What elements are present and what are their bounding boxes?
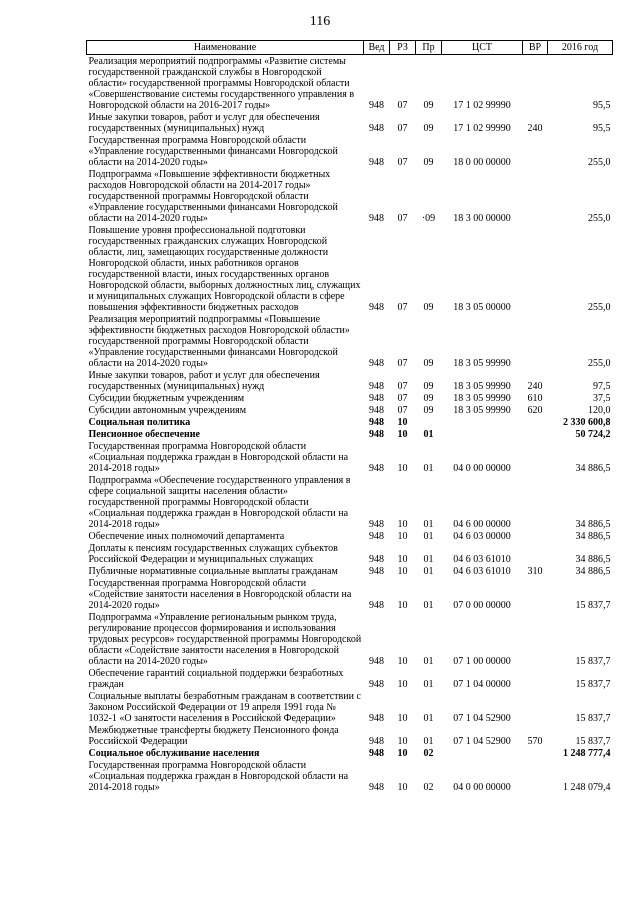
row-amount: 95,5: [593, 123, 611, 134]
table-row: [87, 747, 613, 759]
row-ved: 948: [369, 554, 384, 565]
row-pr: 09: [423, 358, 434, 369]
row-pr: 01: [423, 713, 434, 724]
row-ved: 948: [369, 213, 384, 224]
row-amount: 1 248 079,4: [563, 782, 611, 793]
row-rz: 07: [397, 100, 408, 111]
row-pr: 01: [423, 656, 434, 667]
row-pr: 09: [423, 405, 434, 416]
row-ved: 948: [369, 600, 384, 611]
row-pr: 01: [423, 679, 434, 690]
row-rz: 10: [397, 531, 408, 542]
row-ved: 948: [369, 519, 384, 530]
row-pr: 09: [423, 157, 434, 168]
row-name: Государственная программа Новгородской области «Содействие занятости населения в Новгородской области на 2014-2020 годы»: [88, 578, 352, 611]
row-amount: 34 886,5: [575, 463, 611, 474]
row-ved: 948: [369, 782, 384, 793]
row-rz: 07: [397, 123, 408, 134]
row-rz: 10: [397, 417, 408, 428]
row-vr: 610: [527, 393, 543, 404]
row-cst: 18 3 05 99990: [453, 358, 511, 369]
row-name: Публичные нормативные социальные выплаты гражданам: [88, 566, 338, 577]
row-pr: 01: [423, 554, 434, 565]
table-row: [87, 690, 613, 724]
header-vr: ВР: [523, 41, 548, 55]
header-rz: РЗ: [390, 41, 416, 55]
row-amount: 255,0: [588, 358, 611, 369]
row-vr: [523, 747, 548, 759]
header-ved: Вед: [364, 41, 390, 55]
row-vr: [523, 428, 548, 440]
row-vr: [523, 440, 548, 474]
row-cst: 07 1 04 00000: [453, 679, 511, 690]
table-row: [87, 111, 613, 134]
table-row: [87, 611, 613, 667]
row-vr: [523, 474, 548, 530]
row-ved: 948: [369, 748, 384, 759]
table-row: [87, 565, 613, 577]
row-rz: 07: [397, 302, 408, 313]
row-pr: 02: [423, 748, 434, 759]
row-vr: [523, 55, 548, 112]
row-cst: [442, 428, 523, 440]
row-pr: 09: [423, 123, 434, 134]
row-amount: 34 886,5: [575, 566, 611, 577]
row-vr: [523, 530, 548, 542]
row-rz: 10: [397, 736, 408, 747]
page-number: 116: [309, 14, 331, 29]
row-ved: 948: [369, 429, 384, 440]
row-name: Пенсионное обеспечение: [88, 429, 200, 440]
row-amount: 15 837,7: [575, 656, 611, 667]
row-ved: 948: [369, 405, 384, 416]
header-name: Наименование: [87, 41, 364, 55]
row-ved: 948: [369, 393, 384, 404]
row-amount: 97,5: [593, 381, 611, 392]
header-year: 2016 год: [548, 41, 613, 55]
row-name: Обеспечение иных полномочий департамента: [88, 531, 285, 542]
row-ved: 948: [369, 566, 384, 577]
row-ved: 948: [369, 679, 384, 690]
row-vr: 310: [527, 566, 543, 577]
row-amount: 15 837,7: [575, 679, 611, 690]
table-row: [87, 224, 613, 313]
row-ved: 948: [369, 302, 384, 313]
table-row: [87, 530, 613, 542]
row-ved: 948: [369, 123, 384, 134]
row-name: Подпрограмма «Обеспечение государственного управления в сфере социальной защиты населения области» государственной программы Новгородской области «Социальная поддержка граждан в Новгородской области на 2014-2018 годы»: [88, 475, 351, 530]
row-vr: [523, 313, 548, 369]
row-name: Субсидии автономным учреждениям: [88, 405, 247, 416]
row-amount: 120,0: [588, 405, 611, 416]
row-rz: 07: [397, 405, 408, 416]
row-cst: 18 3 05 00000: [453, 302, 511, 313]
row-cst: 04 6 03 00000: [453, 531, 511, 542]
table-row: [87, 404, 613, 416]
row-cst: [442, 416, 523, 428]
row-name: Повышение уровня профессиональной подготовки государственных гражданских служащих Новгородской области, лиц, замещающих государственные должности Новгородской области, иных работников органов государственной власти, иных государственных органов Новгородской области, выборных должностных лиц, служащих и муниципальных служащих Новгородской области в сфере повышения эффективности бюджетных расходов: [88, 225, 361, 313]
row-name: Социальные выплаты безработным гражданам в соответствии с Законом Российской Федерации от 19 апреля 1991 года № 1032-1 «О занятости населения в Российской Федерации»: [88, 691, 361, 724]
row-name: Иные закупки товаров, работ и услуг для обеспечения государственных (муниципальных) нужд: [88, 112, 320, 134]
row-amount: 34 886,5: [575, 531, 611, 542]
row-rz: 10: [397, 519, 408, 530]
row-rz: 10: [397, 554, 408, 565]
row-vr: [523, 224, 548, 313]
row-rz: 07: [397, 157, 408, 168]
row-amount: 15 837,7: [575, 713, 611, 724]
row-ved: 948: [369, 656, 384, 667]
row-name: Подпрограмма «Управление региональным рынком труда, регулирование процессов формирования и использования трудовых ресурсов» государственной программы Новгородской области «Содействие занятости населения в Новгородской области на 2014-2020 годы»: [88, 612, 362, 667]
row-rz: 10: [397, 463, 408, 474]
table-row: [87, 724, 613, 747]
row-pr: 09: [423, 100, 434, 111]
row-cst: 04 6 03 61010: [453, 566, 511, 577]
row-pr: 09: [423, 381, 434, 392]
row-ved: 948: [369, 736, 384, 747]
row-cst: 04 0 00 00000: [453, 782, 511, 793]
row-pr: ·09: [421, 213, 436, 224]
table-row: [87, 542, 613, 565]
row-rz: 07: [397, 381, 408, 392]
row-ved: 948: [369, 381, 384, 392]
row-vr: [523, 168, 548, 224]
row-rz: 07: [397, 213, 408, 224]
row-vr: 240: [527, 123, 543, 134]
row-cst: 17 1 02 99990: [453, 100, 511, 111]
row-ved: 948: [369, 157, 384, 168]
row-rz: 10: [397, 713, 408, 724]
row-vr: 620: [527, 405, 543, 416]
row-cst: 18 0 00 00000: [453, 157, 511, 168]
row-rz: 10: [397, 782, 408, 793]
row-name: Социальная политика: [88, 417, 191, 428]
table-row: [87, 440, 613, 474]
row-name: Реализация мероприятий подпрограммы «Повышение эффективности бюджетных расходов Новгородской области» государственной программы Новгородской области «Управление государственными финансами Новгородской области на 2014-2020 годы»: [88, 314, 350, 369]
table-row: [87, 474, 613, 530]
row-vr: [523, 611, 548, 667]
row-rz: 10: [397, 679, 408, 690]
table-row: [87, 577, 613, 611]
row-vr: [523, 667, 548, 690]
row-cst: 18 3 05 99990: [453, 381, 511, 392]
table-row: [87, 428, 613, 440]
row-vr: [523, 134, 548, 168]
row-amount: 50 724,2: [575, 429, 611, 440]
row-pr: 02: [423, 782, 434, 793]
row-pr: [416, 416, 442, 428]
row-name: Иные закупки товаров, работ и услуг для обеспечения государственных (муниципальных) нужд: [88, 370, 320, 392]
row-ved: 948: [369, 100, 384, 111]
row-name: Подпрограмма «Повышение эффективности бюджетных расходов Новгородской области на 2014-2017 годы» государственной программы Новгородской области «Управление государственными финансами Новгородской области на 2014-2020 годы»: [88, 169, 338, 224]
header-pr: Пр: [416, 41, 442, 55]
row-ved: 948: [369, 463, 384, 474]
row-amount: 2 330 600,8: [563, 417, 611, 428]
row-amount: 255,0: [588, 302, 611, 313]
budget-table: [86, 40, 613, 793]
table-header-row: [87, 41, 613, 55]
row-amount: 37,5: [593, 393, 611, 404]
row-name: Государственная программа Новгородской области «Социальная поддержка граждан в Новгородской области на 2014-2018 годы»: [88, 760, 349, 793]
row-name: Обеспечение гарантий социальной поддержки безработных граждан: [88, 668, 344, 690]
row-cst: 07 1 04 52900: [453, 713, 511, 724]
row-pr: 01: [423, 463, 434, 474]
row-pr: 09: [423, 393, 434, 404]
row-cst: 04 6 00 00000: [453, 519, 511, 530]
row-amount: 95,5: [593, 100, 611, 111]
row-pr: 01: [423, 736, 434, 747]
row-cst: 17 1 02 99990: [453, 123, 511, 134]
row-rz: 10: [397, 429, 408, 440]
row-pr: 01: [423, 531, 434, 542]
row-vr: 240: [527, 381, 543, 392]
row-pr: 01: [423, 519, 434, 530]
row-amount: 1 248 777,4: [563, 748, 611, 759]
row-ved: 948: [369, 531, 384, 542]
row-amount: 255,0: [588, 157, 611, 168]
table-row: [87, 55, 613, 112]
row-amount: 34 886,5: [575, 554, 611, 565]
row-ved: 948: [369, 358, 384, 369]
row-cst: 18 3 05 99990: [453, 405, 511, 416]
table-row: [87, 134, 613, 168]
table-row: [87, 369, 613, 392]
header-cst: ЦСТ: [442, 41, 523, 55]
table-row: [87, 667, 613, 690]
row-cst: [442, 747, 523, 759]
row-amount: 15 837,7: [575, 736, 611, 747]
row-cst: 18 3 00 00000: [453, 213, 511, 224]
row-ved: 948: [369, 713, 384, 724]
row-cst: 07 1 04 52900: [453, 736, 511, 747]
row-pr: 01: [423, 429, 434, 440]
table-row: [87, 759, 613, 793]
row-rz: 10: [397, 748, 408, 759]
row-name: Государственная программа Новгородской области «Социальная поддержка граждан в Новгородской области на 2014-2018 годы»: [88, 441, 349, 474]
row-amount: 34 886,5: [575, 519, 611, 530]
row-name: Субсидии бюджетным учреждениям: [88, 393, 245, 404]
row-cst: 04 0 00 00000: [453, 463, 511, 474]
table-row: [87, 416, 613, 428]
row-vr: [523, 542, 548, 565]
row-amount: 255,0: [588, 213, 611, 224]
table-row: [87, 392, 613, 404]
row-rz: 07: [397, 393, 408, 404]
row-name: Государственная программа Новгородской области «Управление государственными финансами Новгородской области на 2014-2020 годы»: [88, 135, 338, 168]
row-vr: 570: [527, 736, 543, 747]
row-name: Доплаты к пенсиям государственных служащих субъектов Российской Федерации и муниципальных служащих: [88, 543, 338, 565]
row-rz: 07: [397, 358, 408, 369]
row-rz: 10: [397, 656, 408, 667]
row-rz: 10: [397, 566, 408, 577]
row-cst: 07 1 00 00000: [453, 656, 511, 667]
row-rz: 10: [397, 600, 408, 611]
row-pr: 01: [423, 600, 434, 611]
row-cst: 04 6 03 61010: [453, 554, 511, 565]
table-row: [87, 168, 613, 224]
row-name: Социальное обслуживание населения: [88, 748, 260, 759]
row-vr: [523, 759, 548, 793]
row-amount: 15 837,7: [575, 600, 611, 611]
row-name: Реализация мероприятий подпрограммы «Развитие системы государственной гражданской службы в Новгородской области» государственной программы Новгородской области «Совершенствование системы государственного управления в Новгородской области на 2016-2017 годы»: [88, 56, 355, 111]
row-vr: [523, 416, 548, 428]
row-cst: 07 0 00 00000: [453, 600, 511, 611]
table-row: [87, 313, 613, 369]
row-ved: 948: [369, 417, 384, 428]
row-pr: 01: [423, 566, 434, 577]
row-vr: [523, 577, 548, 611]
row-name: Межбюджетные трансферты бюджету Пенсионного фонда Российской Федерации: [88, 725, 339, 747]
row-vr: [523, 690, 548, 724]
row-cst: 18 3 05 99990: [453, 393, 511, 404]
row-pr: 09: [423, 302, 434, 313]
